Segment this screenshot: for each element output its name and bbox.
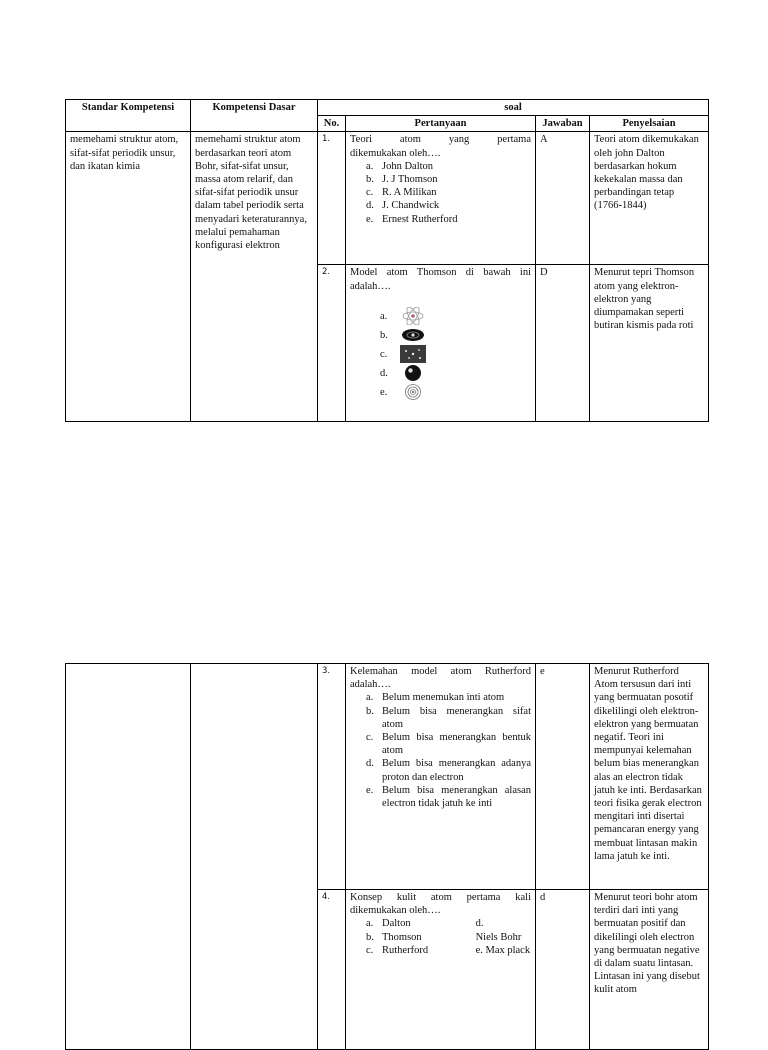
option-columns — [350, 917, 531, 957]
option-a: a. Dalton — [366, 918, 411, 930]
answer-cell: d — [536, 890, 590, 1050]
option-d: d. Belum bisa menerangkan adanya proton dan electron — [366, 758, 531, 783]
question-cell — [346, 132, 536, 265]
option-list — [350, 160, 531, 226]
competency-table-page2 — [65, 663, 709, 1050]
option-a: a. Belum menemukan inti atom — [366, 692, 505, 704]
option-d: d. J. Chandwick — [366, 200, 440, 212]
question-number: 2. — [318, 265, 346, 422]
option-list-left — [350, 917, 476, 957]
image-option-b: b. — [380, 326, 531, 345]
dotted-square-atom-icon — [400, 345, 426, 363]
option-list-right — [476, 917, 531, 957]
option-b: b. Thomson — [366, 931, 422, 943]
question-number: 1. — [318, 132, 346, 265]
kompetensi-dasar-cell-empty — [191, 664, 318, 1050]
question-text: Model atom Thomson di bawah ini — [350, 267, 531, 279]
question-text-cont: dikemukakan oleh…. — [350, 147, 441, 159]
option-a: a. John Dalton — [366, 160, 434, 172]
question-cell — [346, 265, 536, 422]
option-b: b. Belum bisa menerangkan sifat atom — [366, 705, 531, 730]
question-cell — [346, 664, 536, 890]
header-kompetensi-dasar: Kompetensi Dasar — [191, 100, 318, 132]
image-option-c: c. — [380, 345, 531, 364]
option-e: e. Max plack — [475, 944, 531, 956]
answer-cell: e — [536, 664, 590, 890]
standar-kompetensi-cell-empty — [66, 664, 191, 1050]
answer-cell: D — [536, 265, 590, 422]
option-c: c. Rutherford — [366, 944, 429, 956]
question-number: 3. — [318, 664, 346, 890]
option-e: e. Ernest Rutherford — [366, 213, 458, 225]
question-text-cont: adalah…. — [350, 679, 391, 691]
question-text-cont: adalah…. — [350, 280, 391, 292]
header-jawaban: Jawaban — [536, 116, 590, 132]
image-option-list — [350, 307, 531, 402]
competency-table-page1 — [65, 99, 709, 422]
image-option-d: d. — [380, 364, 531, 383]
question-text: Kelemahan model atom Rutherford — [350, 666, 531, 677]
question-number: 4. — [318, 890, 346, 1050]
concentric-rings-atom-icon — [400, 383, 426, 401]
option-d: d. Niels Bohr — [475, 918, 522, 943]
option-list — [350, 691, 531, 810]
header-penyelesaian: Penyelsaian — [590, 116, 709, 132]
header-soal: soal — [318, 100, 709, 116]
image-option-a: a. — [380, 307, 531, 326]
image-option-e: e. — [380, 383, 531, 402]
header-pertanyaan: Pertanyaan — [346, 116, 536, 132]
header-standar-kompetensi: Standar Kompetensi — [66, 100, 191, 132]
solution-cell: Menurut tepri Thomson atom yang elektron-elektron yang diumpamakan seperti butiran kismis pada roti — [590, 265, 709, 422]
question-cell — [346, 890, 536, 1050]
kompetensi-dasar-cell: memehami struktur atom berdasarkan teori atom Bohr, sifat-sifat unsur, massa atom relarif, dan sifat-sifat periodik unsur dalam tabel periodik serta menyadari keteraturannya, melalui pemahaman konfigurasi elektron — [191, 132, 318, 422]
solid-sphere-atom-icon — [400, 364, 426, 382]
option-b: b. J. J Thomson — [366, 174, 438, 186]
standar-kompetensi-cell: memehami struktur atom, sifat-sifat periodik unsur, dan ikatan kimia — [66, 132, 191, 422]
option-e: e. Belum bisa menerangkan alasan electron tidak jatuh ke inti — [366, 784, 531, 810]
orbit-atom-icon — [400, 307, 426, 325]
question-text-cont: dikemukakan oleh…. — [350, 905, 441, 917]
option-c: c. Belum bisa menerangkan bentuk atom — [366, 732, 531, 757]
solution-cell: Menurut Rutherford Atom tersusun dari inti yang bermuatan posotif dikelilingi oleh elektron-elektron yang bermuatan negatif. Teori ini mempunyai kelemahan belum bias menerangkan alas an electron tidak jatuh ke inti. Berdasarkan teori fisika gerak electron mengitari inti disertai pemancaran energy yang membuat lintasan makin lama jatuh ke inti. — [590, 664, 709, 890]
question-text: Teori atom yang pertama — [350, 134, 531, 146]
header-no: No. — [318, 116, 346, 132]
solution-cell: Menurut teori bohr atom terdiri dari inti yang bermuatan positif dan dikelilingi oleh electron yang bermuatan negative di dalam suatu lintasan. Lintasan ini yang disebut kulit atom — [590, 890, 709, 1050]
answer-cell: A — [536, 132, 590, 265]
disc-atom-icon — [400, 326, 426, 344]
solution-cell: Teori atom dikemukakan oleh john Dalton berdasarkan hokum kekekalan massa dan perbandingan tetap (1766-1844) — [590, 132, 709, 265]
option-c: c. R. A Milikan — [366, 187, 437, 199]
question-text: Konsep kulit atom pertama kali — [350, 892, 531, 903]
